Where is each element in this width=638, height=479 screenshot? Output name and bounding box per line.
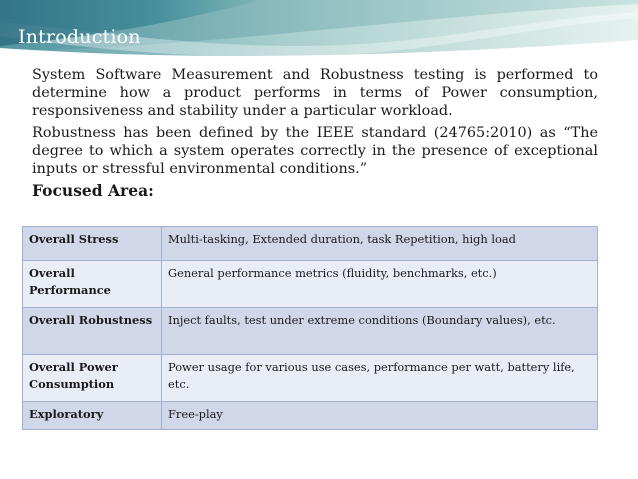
area-name-cell: Overall Power Consumption (23, 355, 162, 402)
table-row (23, 402, 598, 430)
focused-area-heading: Focused Area: (32, 181, 154, 200)
area-description-cell: Power usage for various use cases, performance per watt, battery life, etc. (162, 355, 598, 402)
area-name-cell: Overall Stress (23, 227, 162, 261)
area-name-cell: Overall Robustness (23, 308, 162, 355)
table-row (23, 308, 598, 355)
area-name-cell: Exploratory (23, 402, 162, 430)
area-description-cell: Free-play (162, 402, 598, 430)
area-description-cell: Inject faults, test under extreme conditions (Boundary values), etc. (162, 308, 598, 355)
robustness-definition-paragraph: Robustness has been defined by the IEEE standard (24765:2010) as “The degree to which a system operates correctly in the presence of exceptional inputs or stressful environmental conditions.” (32, 125, 598, 177)
intro-body (32, 66, 598, 200)
table-row (23, 227, 598, 261)
area-description-cell: Multi-tasking, Extended duration, task Repetition, high load (162, 227, 598, 261)
area-name-cell: Overall Performance (23, 261, 162, 308)
table-row (23, 355, 598, 402)
area-description-cell: General performance metrics (fluidity, benchmarks, etc.) (162, 261, 598, 308)
intro-paragraph: System Software Measurement and Robustness testing is performed to determine how a product performs in terms of Power consumption, responsiveness and stability under a particular workload. (32, 67, 598, 119)
table-row (23, 261, 598, 308)
focused-area-table (22, 226, 598, 430)
slide-title: Introduction (18, 26, 141, 48)
